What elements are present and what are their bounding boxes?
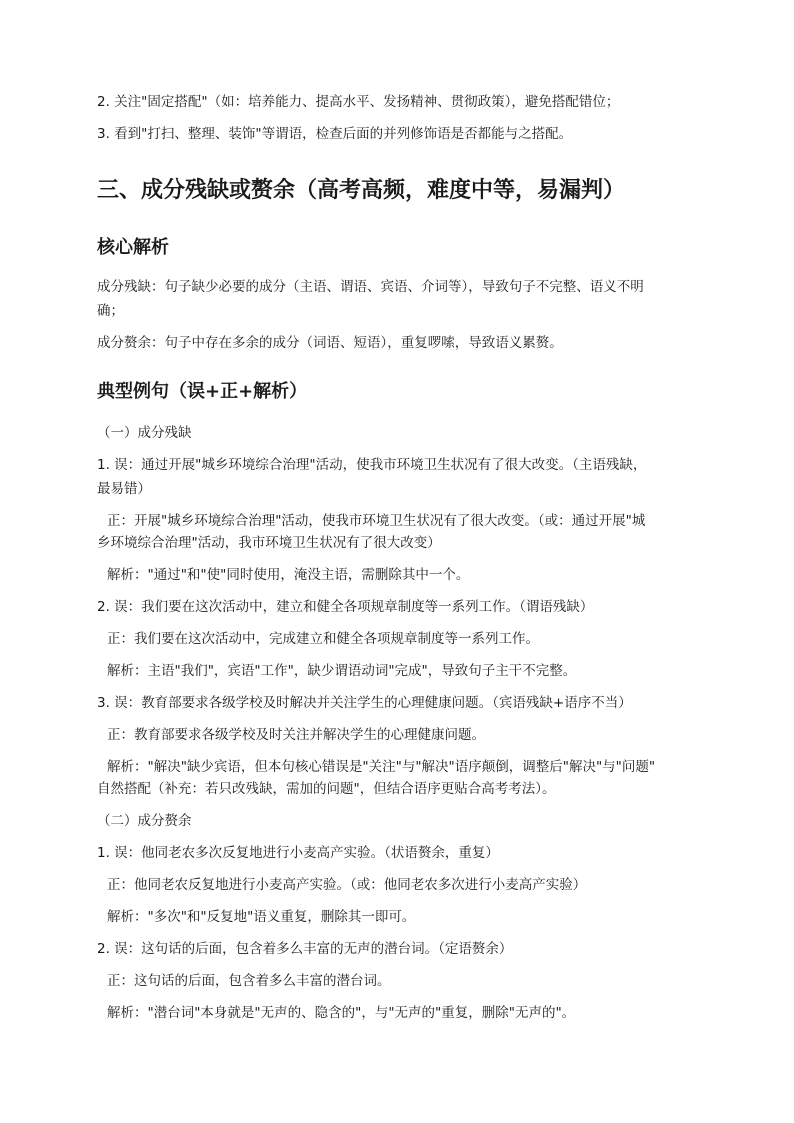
example-1-wrong-line-1: 1. 误：通过开展"城乡环境综合治理"活动，使我市环境卫生状况有了很大改变。（主语残缺，: [97, 457, 647, 473]
example-4-analysis: 解析："多次"和"反复地"语义重复，删除其一即可。: [107, 909, 416, 925]
example-5-right: 正：这句话的后面，包含着多么丰富的潜台词。: [107, 973, 391, 989]
intro-item-2: 2. 关注"固定搭配"（如：培养能力、提高水平、发扬精神、贯彻政策），避免搭配错位；: [97, 94, 620, 110]
core-paragraph-1-line-2: 确；: [97, 303, 124, 319]
example-4-wrong: 1. 误：他同老农多次反复地进行小麦高产实验。（状语赘余，重复）: [97, 845, 499, 861]
example-2-wrong: 2. 误：我们要在这次活动中，建立和健全各项规章制度等一系列工作。（谓语残缺）: [97, 599, 594, 615]
example-1-wrong-line-2: 最易错）: [97, 481, 151, 497]
example-2-analysis: 解析：主语"我们"，宾语"工作"，缺少谓语动词"完成"，导致句子主干不完整。: [107, 663, 577, 679]
core-paragraph-1-line-1: 成分残缺：句子缺少必要的成分（主语、谓语、宾语、介词等），导致句子不完整、语义不明: [97, 279, 644, 295]
example-3-right: 正：教育部要求各级学校及时关注并解决学生的心理健康问题。: [107, 727, 485, 743]
subheading-redundant: （二）成分赘余: [97, 813, 192, 829]
example-3-analysis-line-1: 解析："解决"缺少宾语，但本句核心错误是"关注"与"解决"语序颠倒，调整后"解决"与"问题": [107, 759, 656, 775]
example-1-right-line-1: 正：开展"城乡环境综合治理"活动，使我市环境卫生状况有了很大改变。（或：通过开展"城: [107, 513, 646, 529]
intro-item-3: 3. 看到"打扫、整理、装饰"等谓语，检查后面的并列修饰语是否都能与之搭配。: [97, 126, 573, 142]
subheading-missing: （一）成分残缺: [97, 425, 192, 441]
example-1-right-line-2: 乡环境综合治理"活动，我市环境卫生状况有了很大改变）: [97, 535, 441, 551]
example-1-analysis: 解析："通过"和"使"同时使用，淹没主语，需删除其中一个。: [107, 567, 470, 583]
example-5-analysis: 解析："潜台词"本身就是"无声的、隐含的"，与"无声的"重复，删除"无声的"。: [107, 1005, 576, 1021]
example-3-wrong: 3. 误：教育部要求各级学校及时解决并关注学生的心理健康问题。（宾语残缺+语序不当）: [97, 695, 632, 711]
core-heading: 核心解析: [97, 237, 169, 258]
section-title: 三、成分残缺或赘余（高考高频，难度中等，易漏判）: [97, 178, 626, 203]
example-4-right: 正：他同老农反复地进行小麦高产实验。（或：他同老农多次进行小麦高产实验）: [107, 877, 587, 893]
examples-heading: 典型例句（误+正+解析）: [97, 381, 308, 402]
core-paragraph-2: 成分赘余：句子中存在多余的成分（词语、短语），重复啰嗦，导致语义累赘。: [97, 335, 563, 351]
example-5-wrong: 2. 误：这句话的后面，包含着多么丰富的无声的潜台词。（定语赘余）: [97, 941, 513, 957]
example-3-analysis-line-2: 自然搭配（补充：若只改残缺，需加的问题"，但结合语序更贴合高考考法）。: [97, 781, 556, 797]
example-2-right: 正：我们要在这次活动中，完成建立和健全各项规章制度等一系列工作。: [107, 631, 539, 647]
